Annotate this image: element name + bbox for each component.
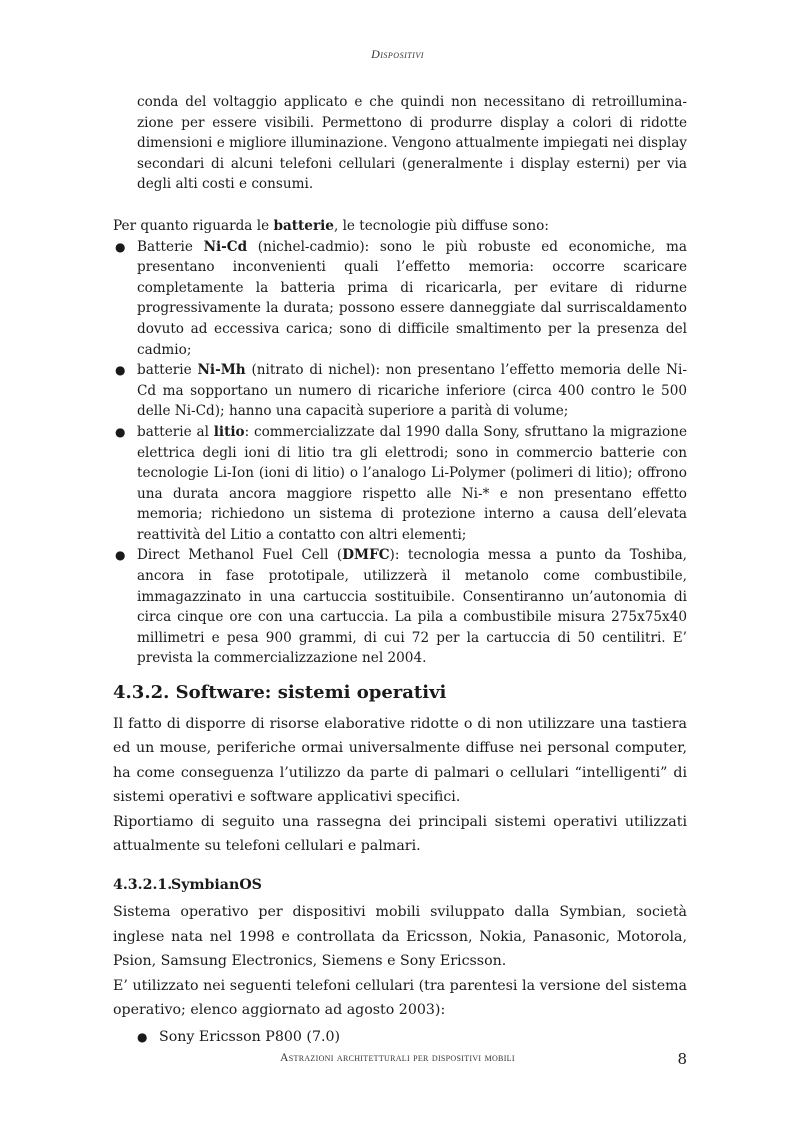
section-paragraph: Il fatto di disporre di risorse elaborative ridotte o di non utilizzare una tastiera ed un mouse, periferiche ormai universalmente diffuse nei personal computer, ha come conseguenza l’utilizzo da parte di palmari o cellulari “intelligenti” di sistemi operativi e software applicativi specifici. — [113, 716, 687, 806]
section-heading: 4.3.2. Software: sistemi operativi — [113, 682, 447, 704]
item-text-end: (nichel-cadmio): sono le più robuste ed economiche, ma presentano inconvenienti quali l’effetto memoria: occorre scaricare completamente la batteria prima di ricaricarla, per evitare di ridurne progressivamente la durata; possono essere danneggiate dal surriscaldamento dovuto ad eccessiva carica; sono di difficile smaltimento per la presenza del cadmio; — [137, 238, 687, 358]
item-text: Direct Methanol Fuel Cell ( — [137, 547, 343, 564]
item-keyword: Ni-Cd — [203, 238, 248, 255]
footer-title: Astrazioni architetturali per dispositivi mobili — [280, 1052, 515, 1064]
item-text-end: ): tecnologia messa a punto da Toshiba, ancora in fase prototipale, utilizzerà il metanolo come combustibile, immagazzinato in una cartuccia sostituibile. Consentiranno un’autonomia di circa cinque ore con una cartuccia. La pila a combustibile misura 275x75x40 millimetri e pesa 900 grammi, di cui 72 per la cartuccia di 50 centilitri. E’ prevista la commercializzazione nel 2004. — [137, 547, 687, 667]
bullet-icon: ● — [115, 363, 126, 378]
batteries-intro-text: Per quanto riguarda le — [113, 217, 274, 234]
batteries-intro — [113, 216, 687, 237]
section-body — [113, 712, 687, 858]
bullet-icon: ● — [115, 548, 126, 563]
subsection-number: 4.3.2.1. — [113, 877, 173, 894]
section-paragraph: Riportiamo di seguito una rassegna dei principali sistemi operativi utilizzati attualmente su telefoni cellulari e palmari. — [113, 813, 687, 855]
battery-item-litio — [113, 422, 687, 546]
bullet-icon: ● — [115, 239, 126, 254]
bullet-icon: ● — [115, 424, 126, 439]
item-text: Batterie — [137, 238, 204, 255]
continued-paragraph: conda del voltaggio applicato e che quindi non necessitano di retroillumina-zione per essere visibili. Permettono di produrre display a colori di ridotte dimensioni e migliore illuminazione. Vengono attualmente impiegati nei display secondari di alcuni telefoni cellulari (generalmente i display esterni) per via degli alti costi e consumi. — [137, 94, 687, 193]
subsection-paragraph: Sistema operativo per dispositivi mobili sviluppato dalla Symbian, società inglese nata nel 1998 e controllata da Ericsson, Nokia, Panasonic, Motorola, Psion, Samsung Electronics, Siemens e Sony Ericsson. — [113, 904, 687, 970]
phone-list — [113, 1025, 687, 1049]
list-item — [113, 1025, 687, 1049]
page-number: 8 — [677, 1050, 687, 1068]
batteries-intro-keyword: batterie — [273, 217, 334, 234]
bullet-icon: ● — [137, 1029, 148, 1044]
item-text: batterie — [137, 362, 198, 379]
item-text: batterie al — [137, 423, 214, 440]
subsection-body — [113, 900, 687, 1048]
item-keyword: litio — [213, 423, 245, 440]
item-keyword: Ni-Mh — [197, 362, 246, 379]
battery-item-nicd — [113, 237, 687, 361]
item-keyword: DMFC — [342, 547, 390, 564]
battery-item-nimh — [113, 360, 687, 422]
page-content — [113, 92, 687, 1049]
running-header: Dispositivi — [371, 47, 424, 61]
list-item-text: Sony Ericsson P800 (7.0) — [159, 1028, 341, 1045]
subsection-heading — [113, 874, 687, 896]
subsection-paragraph: E’ utilizzato nei seguenti telefoni cellulari (tra parentesi la versione del sistema operativo; elenco aggiornato ad agosto 2003): — [113, 977, 687, 1019]
battery-item-dmfc — [113, 545, 687, 669]
subsection-title: SymbianOS — [171, 877, 262, 894]
batteries-intro-text-end: , le tecnologie più diffuse sono: — [333, 217, 549, 234]
battery-list — [113, 237, 687, 669]
item-text-end: : commercializzate dal 1990 dalla Sony, sfruttano la migrazione elettrica degli ioni di litio tra gli elettrodi; sono in commercio batterie con tecnologie Li-Ion (ioni di litio) o l’analogo Li-Polymer (polimeri di litio); offrono una durata ancora maggiore rispetto alle Ni-* e non presentano effetto memoria; richiedono un sistema di protezione interno a causa dell’elevata reattività del Litio a contatto con altri elementi; — [137, 423, 688, 543]
item-text-end: (nitrato di nichel): non presentano l’effetto memoria delle Ni-Cd ma sopportano un numero di ricariche inferiore (circa 400 contro le 500 delle Ni-Cd); hanno una capacità superiore a parità di volume; — [137, 362, 687, 420]
